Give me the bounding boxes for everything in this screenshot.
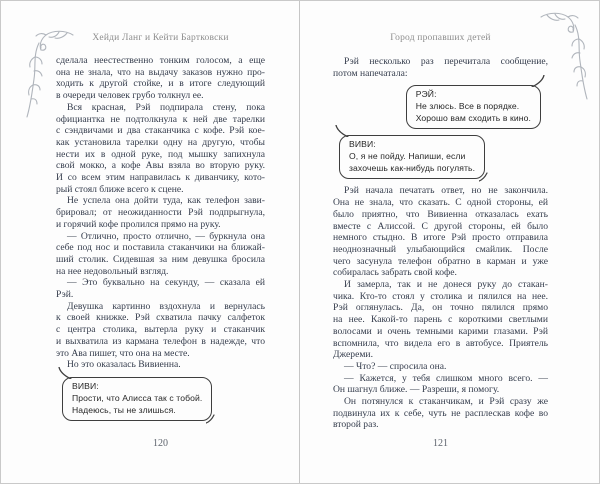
bubble-tail-icon	[531, 75, 545, 87]
chat-bubble	[406, 85, 541, 129]
text-line: официантка не подтолкнула к ней две тарелки	[56, 113, 265, 125]
text-line: собиралась забрать свой кофе.	[333, 267, 457, 279]
text-line: к своей книжке. Рэй схватила пачку салфеток	[56, 312, 265, 324]
text-line: вспомнила, что видела его в автобусе. Приятель	[333, 337, 548, 349]
bubble-speaker: ВИВИ:	[349, 139, 376, 150]
bubble-speaker: ВИВИ:	[72, 380, 99, 391]
text-line: ходить к другой стойке, и в итоге следующий	[56, 78, 265, 90]
text-line: Не успела она дойти туда, как телефон зави-	[67, 195, 265, 207]
paragraph	[56, 102, 265, 196]
text-line: Рэй начала печатать ответ, но не закончила.	[344, 185, 548, 197]
paragraph	[333, 185, 548, 279]
text-line: Девушка картинно вздохнула и вернулась	[67, 300, 265, 312]
text-line: Джереми.	[333, 349, 373, 361]
paragraph	[333, 361, 548, 373]
page-text-left	[56, 55, 265, 427]
paragraph	[56, 55, 265, 102]
paragraph	[56, 301, 265, 360]
text-line: И со всем этим направилась к диванчику, кото-	[56, 172, 265, 184]
bubble-text-line: Надеюсь, ты не злишься.	[72, 404, 176, 415]
text-line: в очереди человек грубо толкнул ее.	[56, 90, 204, 102]
running-header-title: Город пропавших детей	[390, 33, 491, 43]
text-line: сделала неестественно тонким голосом, а еще	[56, 55, 265, 66]
text-line: волосами и очень темными карими глазами. Рэй	[333, 325, 548, 337]
text-line: Рэй несколько раз перечитала сообщение,	[344, 56, 548, 67]
page-text-right	[333, 56, 548, 431]
text-line: как установила тарелки одну на другую, чтобы	[56, 136, 265, 148]
text-line: — Это буквально на секунду, — сказала ей	[67, 277, 265, 289]
text-line: брировал; от неожиданности Рэй подпрыгнула,	[56, 207, 265, 219]
bubble-text-line: Не злюсь. Все в порядке.	[415, 101, 520, 112]
text-line: было приятно, что Вивиенна отказалась ехать	[333, 208, 548, 220]
paragraph	[333, 373, 548, 396]
bubble-corner-flick-icon	[206, 414, 216, 424]
text-line: ший столик. Сидевшая за ним девушка бросила	[56, 253, 265, 265]
text-line: это Ава пишет, что она на месте.	[56, 347, 190, 359]
chat-bubble-row	[333, 85, 548, 129]
bubble-text-line: захочешь как-нибудь погулять.	[349, 163, 476, 174]
text-line: неоднозначный улыбающийся смайлик. После	[333, 243, 548, 255]
text-line: она не знала, что на выдачу заказов нужно про-	[56, 66, 265, 78]
running-header-authors: Хейди Ланг и Кейти Бартковски	[92, 33, 229, 43]
bubble-text-line: Прости, что Алисса так с тобой.	[72, 392, 203, 403]
paragraph	[56, 359, 265, 371]
paragraph	[333, 56, 548, 79]
chat-bubble-row	[56, 377, 265, 421]
paragraph	[56, 277, 265, 300]
text-line: Рэй оглянулась. Да, он точно пялился прямо	[333, 302, 548, 314]
chat-bubble-row	[333, 135, 548, 179]
text-line: с сэндвичами и два стаканчика с кофе. Рэй кое-	[56, 125, 265, 137]
paragraph	[333, 279, 548, 361]
text-line: И замерла, так и не донеся руку до стакан-	[344, 279, 548, 291]
bubble-speaker: РЭЙ:	[415, 89, 437, 100]
text-line: второй раз.	[333, 419, 379, 431]
bubble-tail-icon	[58, 367, 72, 379]
text-line: чика. Кто-то стоял у столика и пялился на нее.	[333, 290, 548, 302]
paragraph	[56, 231, 265, 278]
text-line: и горячий кофе пролился прямо на руку.	[56, 218, 221, 230]
text-line: Он потянулся к стаканчикам, и Рэй сразу же	[344, 396, 548, 408]
text-line: — Отлично, просто отлично, — буркнула она	[67, 230, 265, 242]
text-line: Она не знала, что сказать. С одной стороны, ей	[333, 197, 548, 209]
text-line: — Кажется, у тебя слишком много всего. —	[344, 372, 548, 384]
page-divider	[299, 1, 300, 483]
text-line: подвинула их к себе, чуть не расплескав кофе во	[333, 407, 548, 419]
bubble-text-line: О, я не пойду. Напиши, если	[349, 151, 466, 162]
chat-bubble	[62, 377, 212, 421]
text-line: — Что? — спросила она.	[344, 360, 447, 372]
bubble-tail-icon	[335, 125, 349, 137]
text-line: Но это оказалась Вивиенна.	[67, 359, 181, 371]
text-line: себе под нос и поставила стаканчики на ближай-	[56, 242, 265, 254]
text-line: рый стоял ближе всего к сцене.	[56, 183, 184, 195]
text-line: Вся красная, Рэй подпирала стену, пока	[67, 101, 265, 113]
text-line: с центра столика, вытерла руку и стаканчик	[56, 324, 265, 336]
text-line: Он шагнул ближе. — Разреши, я помогу.	[333, 384, 500, 396]
text-line: потом напечатала:	[333, 67, 408, 79]
text-line: чего засунула телефон обратно в карман и уже	[333, 255, 548, 267]
bubble-corner-flick-icon	[479, 172, 489, 182]
page-number-right: 121	[433, 438, 448, 449]
text-line: свой мокко, а кофе Авы взяла во вторую руку.	[56, 160, 265, 172]
text-line: немного стыдно. В итоге Рэй просто отправила	[333, 232, 548, 244]
text-line: на нее. Какой-то парень с короткими светлыми	[333, 314, 548, 326]
text-line: и выхватила из кармана телефон в надежде, что	[56, 335, 265, 347]
paragraph	[56, 195, 265, 230]
paragraph	[333, 396, 548, 431]
chat-bubble	[339, 135, 485, 179]
page-number-left: 120	[153, 438, 168, 449]
bubble-text-line: Хорошо вам сходить в кино.	[415, 113, 531, 124]
text-line: на нее недовольный взгляд.	[56, 265, 169, 277]
text-line: нести их в одной руке, под мышку запихнула	[56, 148, 265, 160]
text-line: вместе с Алиссой. С другой стороны, ей было	[333, 220, 548, 232]
text-line: Рэй.	[56, 289, 74, 301]
